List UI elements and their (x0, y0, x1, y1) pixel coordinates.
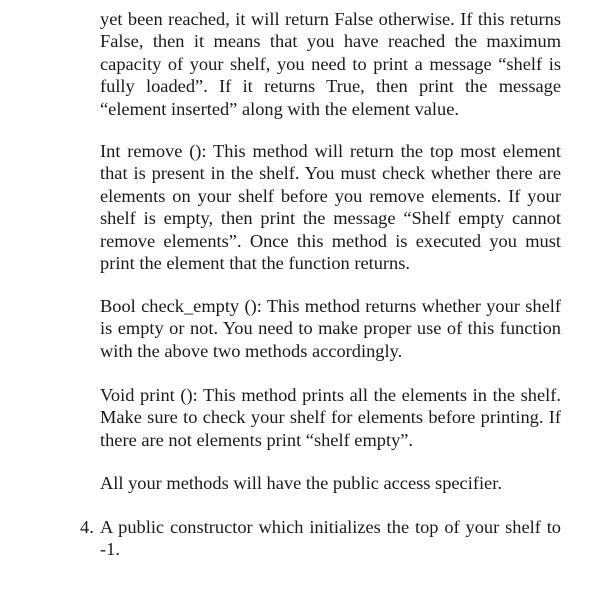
paragraph-add-method-result: yet been reached, it will return False otherwise. If this returns False, then it means that you have reached the maximum capacity of your shelf, you need to print a message “shelf is fully loaded”. If it returns True, then print the message “element inserted” along with the element value. (100, 9, 561, 119)
paragraph-access-specifier: All your methods will have the public access specifier. (100, 473, 502, 493)
paragraph-remove-method: Int remove (): This method will return the top most element that is present in the shelf. You must check whether there are elements on your shelf before you remove elements. If your shelf is empty, then print the message “Shelf empty cannot remove elements”. Once this method is executed you must print the element that the function returns. (100, 141, 561, 274)
list-item-constructor (80, 516, 561, 561)
paragraph-print-method: Void print (): This method prints all the elements in the shelf. Make sure to check your shelf for elements before printing. If there are not elements print “shelf empty”. (100, 385, 561, 450)
list-item-text: A public constructor which initializes the top of your shelf to -1. (100, 517, 561, 560)
list-item-number: 4. (80, 517, 94, 537)
paragraph-check-empty-method: Bool check_empty (): This method returns whether your shelf is empty or not. You need to make proper use of this function with the above two methods accordingly. (100, 296, 561, 361)
